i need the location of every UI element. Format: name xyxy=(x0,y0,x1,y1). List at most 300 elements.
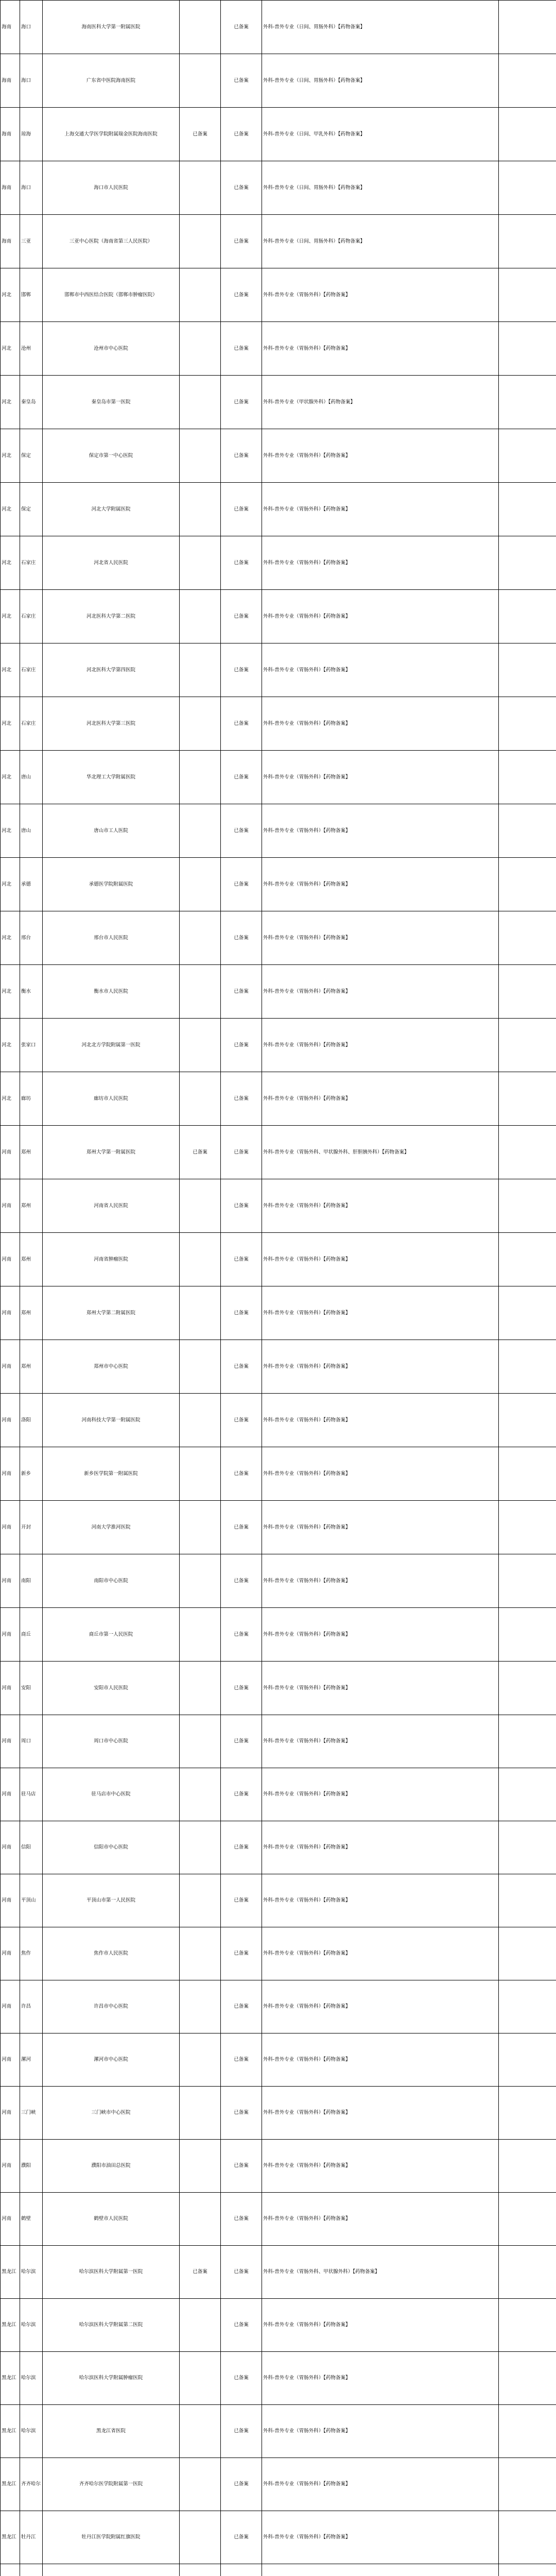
city-cell: 郑州 xyxy=(20,1233,43,1286)
specialty-cell: 外科-普外专业（胃肠外科）【药物备案】 xyxy=(262,1662,499,1715)
hospital-name-cell: 哈尔滨医科大学附属第二医院 xyxy=(43,2299,180,2352)
hospital-name-cell: 上海交通大学医学院附属瑞金医院海南医院 xyxy=(43,108,180,161)
table-row xyxy=(1,2458,556,2511)
hospital-name-cell: 黑龙江省医院 xyxy=(43,2405,180,2458)
city-cell: 平顶山 xyxy=(20,1874,43,1927)
city-cell: 洛阳 xyxy=(20,1394,43,1447)
city-cell: 郑州 xyxy=(20,1179,43,1233)
city-cell: 哈尔滨 xyxy=(20,2352,43,2405)
city-cell: 哈尔滨 xyxy=(20,2299,43,2352)
experiment-status-cell xyxy=(180,1927,221,1980)
specialty-cell: 外科-普外专业（胃肠外科）【药物备案】 xyxy=(262,965,499,1019)
city-cell: 海口 xyxy=(20,161,43,215)
note-cell xyxy=(499,751,556,804)
note-cell xyxy=(499,1179,556,1233)
experiment-status-cell xyxy=(180,1286,221,1340)
note-cell xyxy=(499,1340,556,1394)
city-cell: 三门峡 xyxy=(20,2087,43,2140)
city-cell: 海口 xyxy=(20,1,43,54)
specialty-cell: 外科-普外专业（胃肠外科）【药物备案】 xyxy=(262,1286,499,1340)
hospital-name-cell: 哈尔滨医科大学附属肿瘤医院 xyxy=(43,2352,180,2405)
drug-status-cell: 已备案 xyxy=(221,1608,262,1662)
experiment-status-cell xyxy=(180,1447,221,1501)
note-cell xyxy=(499,804,556,858)
city-cell: 周口 xyxy=(20,1715,43,1768)
specialty-cell: 外科-普外专业（胃肠外科）【药物备案】 xyxy=(262,590,499,643)
experiment-status-cell xyxy=(180,1662,221,1715)
experiment-status-cell xyxy=(180,2140,221,2193)
city-cell: 郑州 xyxy=(20,1286,43,1340)
drug-status-cell: 已备案 xyxy=(221,1233,262,1286)
drug-status-cell: 已备案 xyxy=(221,2405,262,2458)
table-row xyxy=(1,1874,556,1927)
city-cell: 郑州 xyxy=(20,1340,43,1394)
drug-status-cell: 已备案 xyxy=(221,2033,262,2087)
city-cell: 石家庄 xyxy=(20,697,43,751)
province-cell: 河北 xyxy=(1,911,20,965)
note-cell xyxy=(499,2087,556,2140)
specialty-cell: 外科-普外专业（胃肠外科）【药物备案】 xyxy=(262,1340,499,1394)
province-cell: 海南 xyxy=(1,215,20,268)
hospital-name-cell: 海南医科大学第一附属医院 xyxy=(43,1,180,54)
drug-status-cell: 已备案 xyxy=(221,483,262,536)
drug-status-cell: 已备案 xyxy=(221,2140,262,2193)
province-cell: 河北 xyxy=(1,483,20,536)
specialty-cell: 外科-普外专业（胃肠外科）【药物备案】 xyxy=(262,858,499,911)
city-cell: 牡丹江 xyxy=(20,2511,43,2564)
hospital-name-cell: 齐齐哈尔医学院附属第一医院 xyxy=(43,2458,180,2511)
hospital-name-cell: 海口市人民医院 xyxy=(43,161,180,215)
hospital-name-cell: 承德医学院附属医院 xyxy=(43,858,180,911)
province-cell xyxy=(1,2564,20,2576)
note-cell xyxy=(499,2299,556,2352)
province-cell: 河南 xyxy=(1,2087,20,2140)
note-cell xyxy=(499,2246,556,2299)
hospital-name-cell: 周口市中心医院 xyxy=(43,1715,180,1768)
hospital-name-cell: 哈尔滨医科大学附属第一医院 xyxy=(43,2246,180,2299)
hospital-name-cell xyxy=(43,2564,180,2576)
city-cell: 唐山 xyxy=(20,751,43,804)
table-row xyxy=(1,1072,556,1126)
province-cell: 海南 xyxy=(1,54,20,108)
drug-status-cell: 已备案 xyxy=(221,2458,262,2511)
province-cell: 河北 xyxy=(1,1072,20,1126)
city-cell: 商丘 xyxy=(20,1608,43,1662)
hospital-name-cell: 郑州市中心医院 xyxy=(43,1340,180,1394)
province-cell: 河南 xyxy=(1,1179,20,1233)
specialty-cell: 外科-普外专业（日间、甲乳外科）【药物备案】 xyxy=(262,108,499,161)
province-cell: 河南 xyxy=(1,2033,20,2087)
note-cell xyxy=(499,1072,556,1126)
hospital-name-cell: 河南大学淮河医院 xyxy=(43,1501,180,1554)
note-cell xyxy=(499,1447,556,1501)
drug-status-cell: 已备案 xyxy=(221,322,262,376)
specialty-cell: 外科-普外专业（日间、胃肠外科）【药物备案】 xyxy=(262,161,499,215)
city-cell: 廊坊 xyxy=(20,1072,43,1126)
city-cell: 沧州 xyxy=(20,322,43,376)
note-cell xyxy=(499,483,556,536)
city-cell: 石家庄 xyxy=(20,643,43,697)
table-row xyxy=(1,483,556,536)
note-cell xyxy=(499,2511,556,2564)
hospital-name-cell: 漯河市中心医院 xyxy=(43,2033,180,2087)
specialty-cell: 外科-普外专业（日间、胃肠外科）【药物备案】 xyxy=(262,215,499,268)
city-cell: 琼海 xyxy=(20,108,43,161)
table-row xyxy=(1,2405,556,2458)
specialty-cell: 外科-普外专业（胃肠外科）【药物备案】 xyxy=(262,2352,499,2405)
hospital-name-cell: 邢台市人民医院 xyxy=(43,911,180,965)
note-cell xyxy=(499,1768,556,1821)
drug-status-cell: 已备案 xyxy=(221,1874,262,1927)
table-row xyxy=(1,2299,556,2352)
drug-status-cell: 已备案 xyxy=(221,804,262,858)
experiment-status-cell xyxy=(180,54,221,108)
specialty-cell: 外科-普外专业（胃肠外科）【药物备案】 xyxy=(262,1179,499,1233)
table-row xyxy=(1,108,556,161)
city-cell: 石家庄 xyxy=(20,590,43,643)
province-cell: 河南 xyxy=(1,2193,20,2246)
drug-status-cell: 已备案 xyxy=(221,1927,262,1980)
experiment-status-cell xyxy=(180,2352,221,2405)
note-cell xyxy=(499,2033,556,2087)
experiment-status-cell xyxy=(180,2511,221,2564)
note-cell xyxy=(499,54,556,108)
table-row xyxy=(1,1179,556,1233)
note-cell xyxy=(499,643,556,697)
hospital-name-cell: 信阳市中心医院 xyxy=(43,1821,180,1874)
hospital-name-cell: 郑州大学第二附属医院 xyxy=(43,1286,180,1340)
table-row xyxy=(1,2352,556,2405)
hospital-name-cell: 保定市第一中心医院 xyxy=(43,429,180,483)
specialty-cell: 外科-普外专业（胃肠外科）【药物备案】 xyxy=(262,536,499,590)
specialty-cell: 外科-普外专业（胃肠外科）【药物备案】 xyxy=(262,1501,499,1554)
drug-status-cell: 已备案 xyxy=(221,751,262,804)
drug-status-cell: 已备案 xyxy=(221,536,262,590)
drug-status-cell: 已备案 xyxy=(221,54,262,108)
drug-status-cell: 已备案 xyxy=(221,858,262,911)
drug-status-cell: 已备案 xyxy=(221,1179,262,1233)
hospital-name-cell: 广东省中医院海南医院 xyxy=(43,54,180,108)
city-cell: 保定 xyxy=(20,483,43,536)
city-cell xyxy=(20,2564,43,2576)
province-cell: 河南 xyxy=(1,1286,20,1340)
city-cell: 郑州 xyxy=(20,1126,43,1179)
province-cell: 河南 xyxy=(1,1340,20,1394)
table-row xyxy=(1,804,556,858)
drug-status-cell: 已备案 xyxy=(221,1554,262,1608)
experiment-status-cell xyxy=(180,1340,221,1394)
hospital-name-cell: 商丘市第一人民医院 xyxy=(43,1608,180,1662)
experiment-status-cell xyxy=(180,161,221,215)
experiment-status-cell xyxy=(180,1179,221,1233)
city-cell: 焦作 xyxy=(20,1927,43,1980)
city-cell: 唐山 xyxy=(20,804,43,858)
specialty-cell: 外科-普外专业（胃肠外科）【药物备案】 xyxy=(262,911,499,965)
note-cell xyxy=(499,1019,556,1072)
note-cell xyxy=(499,2458,556,2511)
hospital-name-cell: 许昌市中心医院 xyxy=(43,1980,180,2033)
table-row xyxy=(1,1394,556,1447)
specialty-cell: 外科-普外专业（胃肠外科）【药物备案】 xyxy=(262,1019,499,1072)
specialty-cell: 外科-普外专业（胃肠外科）【药物备案】 xyxy=(262,643,499,697)
province-cell: 河南 xyxy=(1,1554,20,1608)
note-cell xyxy=(499,536,556,590)
table-row xyxy=(1,322,556,376)
note-cell xyxy=(499,1662,556,1715)
table-row xyxy=(1,2033,556,2087)
specialty-cell: 外科-普外专业（胃肠外科）【药物备案】 xyxy=(262,1447,499,1501)
table-row xyxy=(1,2246,556,2299)
city-cell: 齐齐哈尔 xyxy=(20,2458,43,2511)
drug-status-cell: 已备案 xyxy=(221,911,262,965)
experiment-status-cell xyxy=(180,804,221,858)
table-row xyxy=(1,2140,556,2193)
drug-status-cell: 已备案 xyxy=(221,1286,262,1340)
table-row xyxy=(1,911,556,965)
city-cell: 承德 xyxy=(20,858,43,911)
note-cell xyxy=(499,2405,556,2458)
experiment-status-cell xyxy=(180,483,221,536)
specialty-cell: 外科-普外专业（胃肠外科）【药物备案】 xyxy=(262,1394,499,1447)
drug-status-cell: 已备案 xyxy=(221,965,262,1019)
table-row xyxy=(1,1447,556,1501)
drug-status-cell: 已备案 xyxy=(221,1768,262,1821)
drug-status-cell: 已备案 xyxy=(221,376,262,429)
specialty-cell: 外科-普外专业（胃肠外科）【药物备案】 xyxy=(262,2458,499,2511)
table-row xyxy=(1,54,556,108)
province-cell: 河北 xyxy=(1,858,20,911)
hospital-name-cell: 三亚中心医院（海南省第三人民医院） xyxy=(43,215,180,268)
province-cell: 黑龙江 xyxy=(1,2405,20,2458)
note-cell xyxy=(499,108,556,161)
table-row xyxy=(1,268,556,322)
province-cell: 河北 xyxy=(1,697,20,751)
city-cell: 信阳 xyxy=(20,1821,43,1874)
experiment-status-cell xyxy=(180,643,221,697)
city-cell: 濮阳 xyxy=(20,2140,43,2193)
table-row xyxy=(1,1019,556,1072)
city-cell: 开封 xyxy=(20,1501,43,1554)
province-cell: 河北 xyxy=(1,751,20,804)
specialty-cell: 外科-普外专业（日间、胃肠外科）【药物备案】 xyxy=(262,54,499,108)
note-cell xyxy=(499,1394,556,1447)
specialty-cell: 外科-普外专业（胃肠外科）【药物备案】 xyxy=(262,1768,499,1821)
table-row xyxy=(1,1554,556,1608)
province-cell: 河南 xyxy=(1,2140,20,2193)
specialty-cell: 外科-普外专业（胃肠外科）【药物备案】 xyxy=(262,2511,499,2564)
table-row xyxy=(1,590,556,643)
province-cell: 河北 xyxy=(1,376,20,429)
table-row xyxy=(1,1501,556,1554)
city-cell: 哈尔滨 xyxy=(20,2405,43,2458)
experiment-status-cell xyxy=(180,1980,221,2033)
table-row xyxy=(1,161,556,215)
note-cell xyxy=(499,697,556,751)
hospital-name-cell: 河北医科大学第二医院 xyxy=(43,590,180,643)
experiment-status-cell xyxy=(180,697,221,751)
drug-status-cell: 已备案 xyxy=(221,1394,262,1447)
table-row xyxy=(1,1980,556,2033)
specialty-cell: 外科-普外专业（胃肠外科）【药物备案】 xyxy=(262,1233,499,1286)
hospital-name-cell: 平顶山市第一人民医院 xyxy=(43,1874,180,1927)
experiment-status-cell xyxy=(180,1874,221,1927)
table-row xyxy=(1,643,556,697)
experiment-status-cell xyxy=(180,268,221,322)
hospital-name-cell: 鹤壁市人民医院 xyxy=(43,2193,180,2246)
drug-status-cell: 已备案 xyxy=(221,643,262,697)
hospital-name-cell: 河南省肿瘤医院 xyxy=(43,1233,180,1286)
note-cell xyxy=(499,1821,556,1874)
province-cell: 河南 xyxy=(1,1874,20,1927)
city-cell: 驻马店 xyxy=(20,1768,43,1821)
experiment-status-cell xyxy=(180,1554,221,1608)
hospital-name-cell: 廊坊市人民医院 xyxy=(43,1072,180,1126)
hospital-name-cell: 唐山市工人医院 xyxy=(43,804,180,858)
specialty-cell: 外科-普外专业（胃肠外科）【药物备案】 xyxy=(262,1821,499,1874)
hospital-name-cell: 河北医科大学第四医院 xyxy=(43,643,180,697)
table-row xyxy=(1,1,556,54)
specialty-cell: 外科-普外专业（胃肠外科）【药物备案】 xyxy=(262,697,499,751)
experiment-status-cell xyxy=(180,2299,221,2352)
note-cell xyxy=(499,322,556,376)
drug-status-cell: 已备案 xyxy=(221,2087,262,2140)
experiment-status-cell xyxy=(180,911,221,965)
hospital-name-cell: 河北医科大学第三医院 xyxy=(43,697,180,751)
hospital-name-cell: 河北大学附属医院 xyxy=(43,483,180,536)
hospital-name-cell: 沧州市中心医院 xyxy=(43,322,180,376)
city-cell: 石家庄 xyxy=(20,536,43,590)
table-row xyxy=(1,376,556,429)
drug-status-cell: 已备案 xyxy=(221,2511,262,2564)
drug-status-cell: 已备案 xyxy=(221,1126,262,1179)
experiment-status-cell xyxy=(180,751,221,804)
drug-status-cell: 已备案 xyxy=(221,429,262,483)
note-cell xyxy=(499,1608,556,1662)
province-cell: 河南 xyxy=(1,1501,20,1554)
city-cell: 保定 xyxy=(20,429,43,483)
province-cell: 河北 xyxy=(1,643,20,697)
experiment-status-cell xyxy=(180,1019,221,1072)
province-cell: 河北 xyxy=(1,590,20,643)
specialty-cell: 外科-普外专业（胃肠外科）【药物备案】 xyxy=(262,1072,499,1126)
table-row xyxy=(1,215,556,268)
drug-status-cell: 已备案 xyxy=(221,1072,262,1126)
table-row xyxy=(1,2511,556,2564)
province-cell: 黑龙江 xyxy=(1,2246,20,2299)
table-row xyxy=(1,1286,556,1340)
table-row xyxy=(1,536,556,590)
province-cell: 海南 xyxy=(1,161,20,215)
experiment-status-cell xyxy=(180,2458,221,2511)
experiment-status-cell xyxy=(180,858,221,911)
specialty-cell: 外科-普外专业（甲状腺外科）【药物备案】 xyxy=(262,376,499,429)
specialty-cell: 外科-普外专业（胃肠外科、甲状腺外科、肝胆胰外科）【药物备案】 xyxy=(262,1126,499,1179)
specialty-cell: 外科-普外专业（胃肠外科）【药物备案】 xyxy=(262,2087,499,2140)
city-cell: 衡水 xyxy=(20,965,43,1019)
drug-status-cell: 已备案 xyxy=(221,1662,262,1715)
table-row xyxy=(1,751,556,804)
experiment-status-cell: 已备案 xyxy=(180,108,221,161)
drug-status-cell: 已备案 xyxy=(221,590,262,643)
experiment-status-cell xyxy=(180,536,221,590)
specialty-cell: 外科-普外专业（胃肠外科）【药物备案】 xyxy=(262,2299,499,2352)
experiment-status-cell xyxy=(180,1715,221,1768)
note-cell xyxy=(499,2564,556,2576)
hospital-name-cell: 驻马店市中心医院 xyxy=(43,1768,180,1821)
experiment-status-cell xyxy=(180,2033,221,2087)
city-cell: 哈尔滨 xyxy=(20,2246,43,2299)
experiment-status-cell xyxy=(180,2564,221,2576)
note-cell xyxy=(499,429,556,483)
note-cell xyxy=(499,1126,556,1179)
province-cell: 海南 xyxy=(1,1,20,54)
province-cell: 河北 xyxy=(1,965,20,1019)
city-cell: 许昌 xyxy=(20,1980,43,2033)
table-row xyxy=(1,1715,556,1768)
specialty-cell: 外科-普外专业（胃肠外科）【药物备案】 xyxy=(262,1715,499,1768)
note-cell xyxy=(499,1,556,54)
city-cell: 张家口 xyxy=(20,1019,43,1072)
city-cell: 南阳 xyxy=(20,1554,43,1608)
province-cell: 河南 xyxy=(1,1927,20,1980)
hospital-name-cell: 新乡医学院第一附属医院 xyxy=(43,1447,180,1501)
drug-status-cell: 已备案 xyxy=(221,161,262,215)
province-cell: 河南 xyxy=(1,1821,20,1874)
specialty-cell: 外科-普外专业（胃肠外科）【药物备案】 xyxy=(262,751,499,804)
drug-status-cell: 已备案 xyxy=(221,215,262,268)
experiment-status-cell xyxy=(180,429,221,483)
province-cell: 黑龙江 xyxy=(1,2352,20,2405)
experiment-status-cell xyxy=(180,1821,221,1874)
drug-status-cell xyxy=(221,2564,262,2576)
hospital-name-cell: 秦皇岛市第一医院 xyxy=(43,376,180,429)
drug-status-cell: 已备案 xyxy=(221,108,262,161)
province-cell: 河南 xyxy=(1,1980,20,2033)
province-cell: 黑龙江 xyxy=(1,2299,20,2352)
province-cell: 河北 xyxy=(1,429,20,483)
drug-status-cell: 已备案 xyxy=(221,2299,262,2352)
experiment-status-cell: 已备案 xyxy=(180,2246,221,2299)
specialty-cell: 外科-普外专业（胃肠外科）【药物备案】 xyxy=(262,1874,499,1927)
drug-status-cell: 已备案 xyxy=(221,2246,262,2299)
city-cell: 邢台 xyxy=(20,911,43,965)
table-row xyxy=(1,858,556,911)
table-row xyxy=(1,429,556,483)
table-row xyxy=(1,1927,556,1980)
table-row xyxy=(1,1608,556,1662)
hospital-name-cell: 郑州大学第一附属医院 xyxy=(43,1126,180,1179)
experiment-status-cell xyxy=(180,1072,221,1126)
drug-status-cell: 已备案 xyxy=(221,1,262,54)
drug-status-cell: 已备案 xyxy=(221,2193,262,2246)
city-cell: 海口 xyxy=(20,54,43,108)
specialty-cell: 外科-普外专业（胃肠外科）【药物备案】 xyxy=(262,322,499,376)
table-row xyxy=(1,1662,556,1715)
province-cell: 海南 xyxy=(1,108,20,161)
experiment-status-cell xyxy=(180,215,221,268)
note-cell xyxy=(499,590,556,643)
drug-status-cell: 已备案 xyxy=(221,2352,262,2405)
note-cell xyxy=(499,2140,556,2193)
table-row xyxy=(1,2193,556,2246)
city-cell: 安阳 xyxy=(20,1662,43,1715)
province-cell: 河南 xyxy=(1,1662,20,1715)
province-cell: 河北 xyxy=(1,1019,20,1072)
table-row xyxy=(1,697,556,751)
province-cell: 河南 xyxy=(1,1233,20,1286)
experiment-status-cell xyxy=(180,2193,221,2246)
city-cell: 秦皇岛 xyxy=(20,376,43,429)
